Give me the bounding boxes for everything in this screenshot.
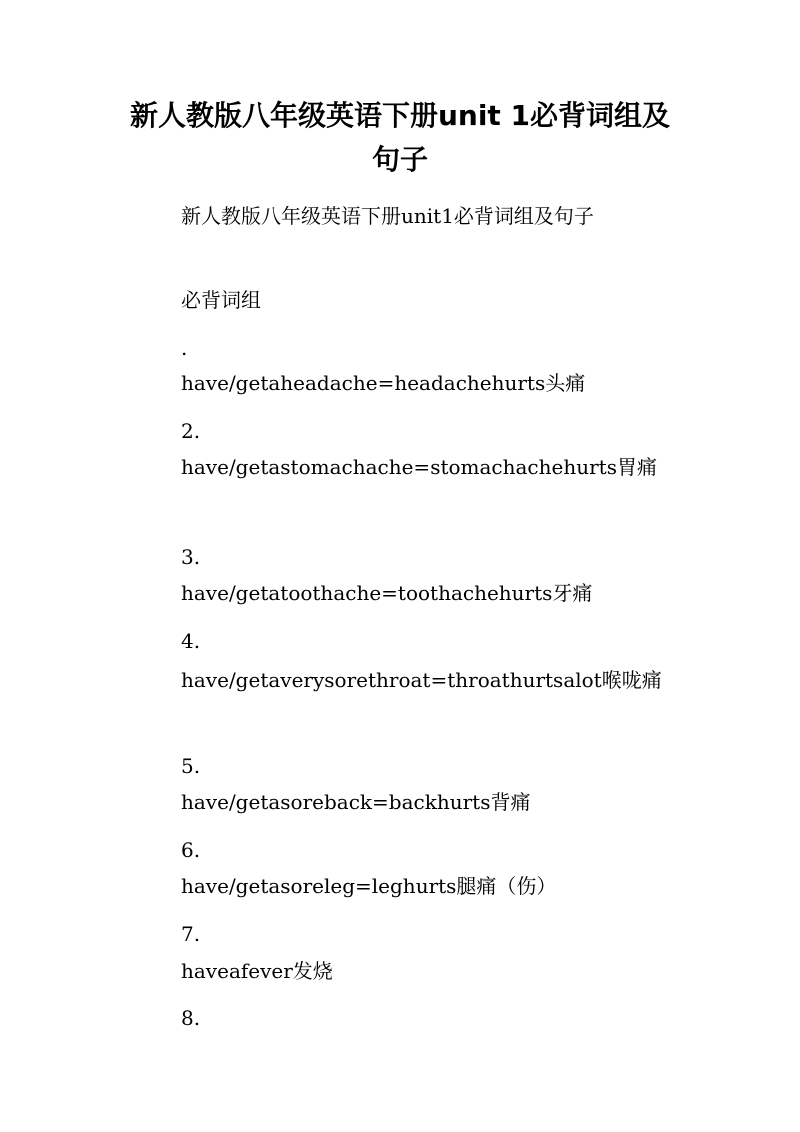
phrase-item: have/getatoothache=toothachehurts牙痛 (181, 581, 593, 605)
intro-paragraph: 新人教版八年级英语下册unit1必背词组及句子 (181, 204, 594, 228)
document-title: 新人教版八年级英语下册unit 1必背词组及句子 (129, 99, 671, 176)
phrase-item: have/getaheadache=headachehurts头痛 (181, 371, 586, 395)
phrase-item: have/getastomachache=stomachachehurts胃痛 (181, 455, 657, 479)
phrase-item: have/getasoreback=backhurts背痛 (181, 790, 531, 814)
list-number: 8. (181, 1006, 201, 1030)
list-number: 3. (181, 545, 201, 569)
phrase-item: haveafever发烧 (181, 959, 333, 983)
list-number: . (181, 336, 188, 360)
list-number: 6. (181, 838, 201, 862)
list-number: 7. (181, 922, 201, 946)
list-number: 2. (181, 419, 201, 443)
section-heading: 必背词组 (181, 288, 261, 312)
phrase-item: have/getaverysorethroat=throathurtsalot喉咙痛 (181, 668, 662, 692)
phrase-item: have/getasoreleg=leghurts腿痛（伤） (181, 874, 557, 898)
list-number: 5. (181, 754, 201, 778)
list-number: 4. (181, 629, 201, 653)
